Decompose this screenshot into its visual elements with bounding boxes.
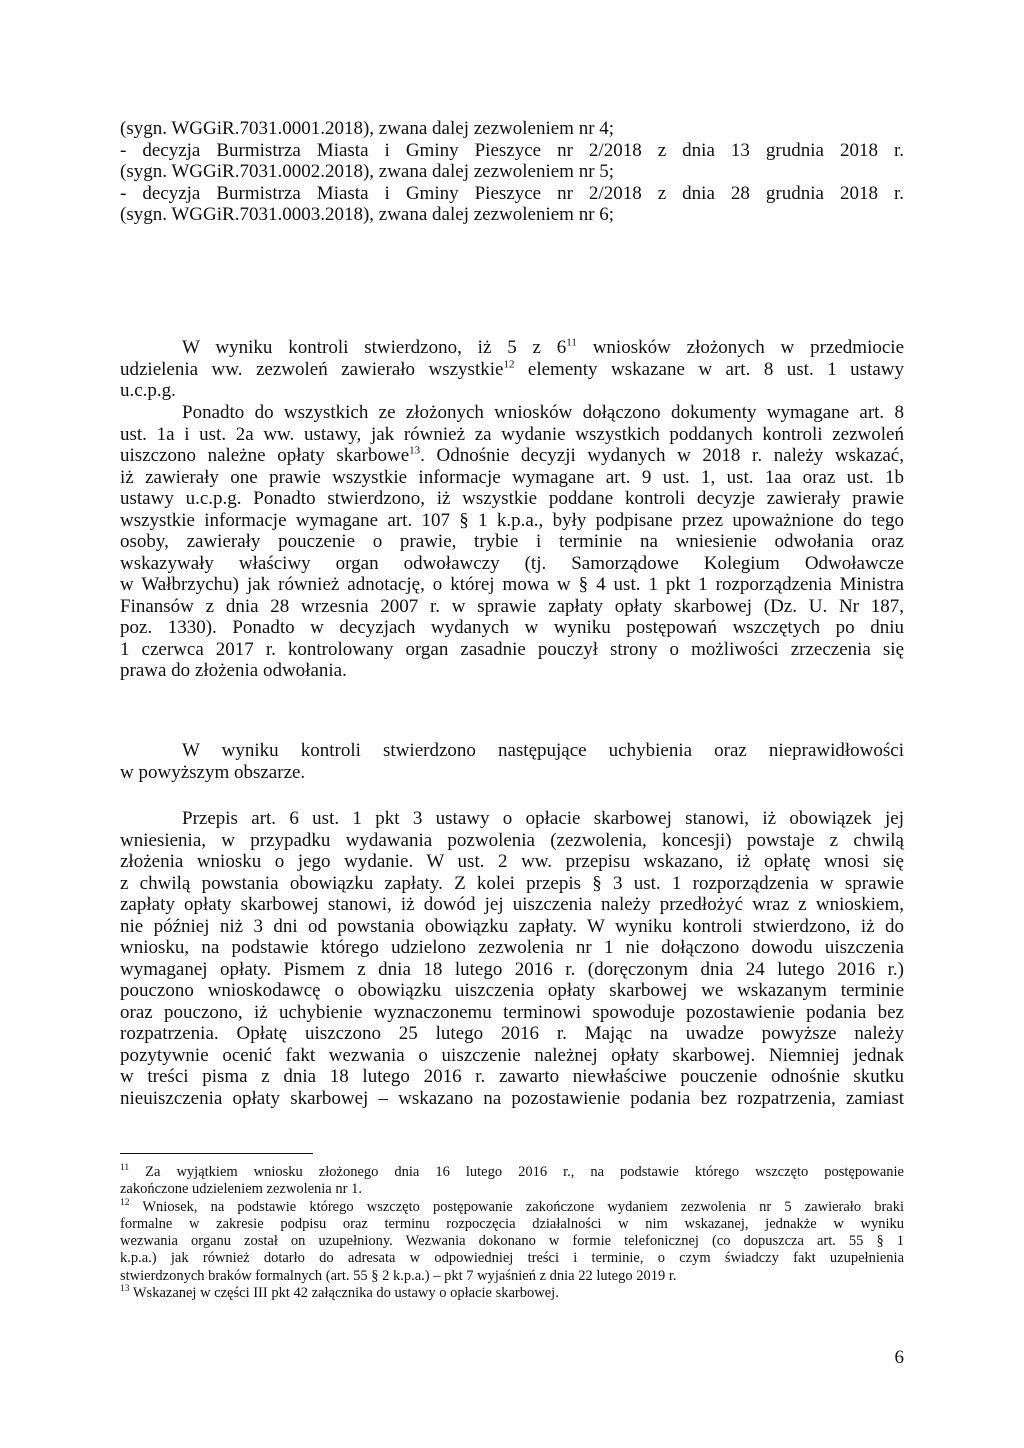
text-line: wszystkie informacje wymagane art. 107 § 1 k.p.a., były podpisane przez upoważnione do tego	[120, 509, 904, 531]
text-line: (sygn. WGGiR.7031.0003.2018), zwana dalej zezwoleniem nr 6;	[120, 204, 615, 225]
text-run: Wskazanej w części III pkt 42 załącznika do ustawy o opłacie skarbowej.	[129, 1285, 559, 1302]
text-line: w Wałbrzychu) jak również adnotację, o której mowa w § 4 ust. 1 pkt 1 rozporządzenia Ministra	[120, 574, 904, 595]
text-run: Wniosek, na podstawie którego wszczęto postępowanie zakończone wydaniem zezwolenia nr 5 zawierało braki	[129, 1198, 904, 1215]
text-line: wezwania organu został on uzupełniony. Wezwania dokonano w formie telefonicznej (co dopuszcza art. 55 § 1	[120, 1233, 904, 1250]
paragraph-documents	[120, 402, 904, 682]
text-line: wskazywały właściwy organ odwoławczy (tj. Samorządowe Kolegium Odwoławcze	[120, 552, 904, 574]
footnote-ref-12: 12	[503, 358, 515, 371]
footnote-number: 11	[120, 1163, 130, 1174]
footnote-12	[120, 1199, 904, 1216]
text-line: 1 czerwca 2017 r. kontrolowany organ zasadnie pouczył strony o możliwości zrzeczenia się	[120, 638, 904, 660]
text-line: poz. 1330). Ponadto w decyzjach wydanych w wyniku postępowań wszczętych po dniu	[120, 617, 904, 638]
footnote-ref-11: 11	[566, 336, 577, 349]
text-line: złożenia wniosku o jego wydanie. W ust. 2 ww. przepisu wskazano, iż opłatę wnosi się	[120, 851, 904, 872]
text-line: wniosku, na podstawie którego udzielono zezwolenia nr 1 nie dołączono dowodu uiszczenia	[120, 937, 904, 958]
text-line	[120, 445, 904, 467]
text-line: wniesienia, w przypadku wydawania pozwolenia (zezwolenia, koncesji) powstaje z chwilą	[120, 829, 904, 851]
text-line: z chwilą powstania obowiązku zapłaty. Z kolei przepis § 3 ust. 1 rozporządzenia w sprawie	[120, 872, 904, 894]
paragraph-irregularities-intro	[120, 740, 904, 783]
text-line: (sygn. WGGiR.7031.0001.2018), zwana dalej zezwoleniem nr 4;	[120, 118, 615, 139]
footnote-13	[120, 1285, 904, 1302]
text-line: ust. 1a i ust. 2a ww. ustawy, jak również za wydanie wszystkich poddanych kontroli zezwoleń	[120, 423, 904, 445]
paragraph-control-findings	[120, 337, 904, 402]
text-line: prawa do złożenia odwołania.	[120, 660, 347, 681]
text-line: iż zawierały one prawie wszystkie informacje wymagane art. 9 ust. 1, ust. 1aa oraz ust. 1b	[120, 466, 904, 488]
text-line: stwierdzonych braków formalnych (art. 55 § 2 k.p.a.) – pkt 7 wyjaśnień z dnia 22 lutego 2019 r.	[120, 1267, 677, 1284]
text-line: zakończone udzieleniem zezwolenia nr 1.	[120, 1181, 362, 1198]
text-line: u.c.p.g.	[120, 380, 176, 401]
text-line: w treści pisma z dnia 18 lutego 2016 r. zawarto niewłaściwe pouczenie odnośnie skutku	[120, 1066, 904, 1087]
text-line: W wyniku kontroli stwierdzono następujące uchybienia oraz nieprawidłowości	[182, 740, 904, 761]
text-line	[120, 337, 904, 359]
text-line: nie później niż 3 dni od powstania obowiązku zapłaty. W wyniku kontroli stwierdzono, iż do	[120, 915, 904, 937]
text-line: - decyzja Burmistrza Miasta i Gminy Pieszyce nr 2/2018 z dnia 13 grudnia 2018 r.	[120, 139, 904, 161]
page-number: 6	[894, 1347, 904, 1368]
text-run: Za wyjątkiem wniosku złożonego dnia 16 lutego 2016 r., na podstawie którego wszczęto postępowanie	[129, 1164, 904, 1180]
text-line: zapłaty opłaty skarbowej stanowi, iż dowód jej uiszczenia należy przedłożyć wraz z wnioskiem,	[120, 894, 904, 915]
text-line	[120, 359, 904, 381]
footnotes	[120, 1164, 904, 1302]
text-line: rozpatrzenia. Opłatę uiszczono 25 lutego 2016 r. Mając na uwadze powyższe należy	[120, 1023, 904, 1044]
text-run: udzielenia ww. zezwoleń zawierało wszystkie	[120, 358, 504, 380]
text-line: k.p.a.) jak również dotarło do adresata w odpowiedniej treści i terminie, o czym świadczy fakt uzupełnienia	[120, 1250, 904, 1267]
text-line: osoby, zawierały pouczenie o prawie, trybie i terminie na wniesienie odwołania oraz	[120, 531, 904, 552]
text-line: formalne w zakresie podpisu oraz terminu rozpoczęcia działalności w nim wskazanej, jednakże w wyniku	[120, 1215, 904, 1232]
paragraph-stamp-duty	[120, 808, 904, 1109]
text-line: wymaganej opłaty. Pismem z dnia 18 lutego 2016 r. (doręczonym dnia 24 lutego 2016 r.)	[120, 958, 904, 980]
footnote-number: 13	[120, 1284, 130, 1295]
text-line: Ponadto do wszystkich ze złożonych wniosków dołączono dokumenty wymagane art. 8	[182, 402, 904, 423]
text-line: pozytywnie ocenić fakt wezwania o uiszczenie należnej opłaty skarbowej. Niemniej jednak	[120, 1044, 904, 1066]
footnote-ref-13: 13	[409, 444, 421, 457]
text-line: (sygn. WGGiR.7031.0002.2018), zwana dalej zezwoleniem nr 5;	[120, 161, 615, 182]
footnote-11	[120, 1164, 904, 1181]
text-line: pouczono wnioskodawcę o obowiązku uiszczenia opłaty skarbowej we wskazanym terminie	[120, 980, 904, 1001]
text-run: elementy wskazane w art. 8 ust. 1 ustawy	[514, 358, 904, 380]
text-line: oraz pouczono, iż uchybienie wyznaczonemu terminowi spowoduje pozostawienie podania bez	[120, 1001, 904, 1023]
text-run: . Odnośnie decyzji wydanych w 2018 r. należy wskazać,	[420, 445, 904, 466]
text-line: w powyższym obszarze.	[120, 761, 306, 783]
decision-list	[120, 118, 904, 226]
footnote-number: 12	[120, 1197, 130, 1208]
text-line: - decyzja Burmistrza Miasta i Gminy Pieszyce nr 2/2018 z dnia 28 grudnia 2018 r.	[120, 182, 904, 204]
footnote-separator	[120, 1153, 313, 1154]
text-run: W wyniku kontroli stwierdzono, iż 5 z 6	[182, 337, 567, 358]
text-run: uiszczono należne opłaty skarbowe	[120, 445, 410, 466]
text-line: Przepis art. 6 ust. 1 pkt 3 ustawy o opłacie skarbowej stanowi, iż obowiązek jej	[182, 808, 904, 829]
text-run: wniosków złożonych w przedmiocie	[576, 337, 905, 358]
text-line: nieuiszczenia opłaty skarbowej – wskazano na pozostawienie podania bez rozpatrzenia, zamiast	[120, 1087, 904, 1109]
text-line: Finansów z dnia 28 wrzesnia 2007 r. w sprawie zapłaty opłaty skarbowej (Dz. U. Nr 187,	[120, 595, 904, 617]
text-line: ustawy u.c.p.g. Ponadto stwierdzono, iż wszystkie poddane kontroli decyzje zawierały prawie	[120, 488, 904, 509]
